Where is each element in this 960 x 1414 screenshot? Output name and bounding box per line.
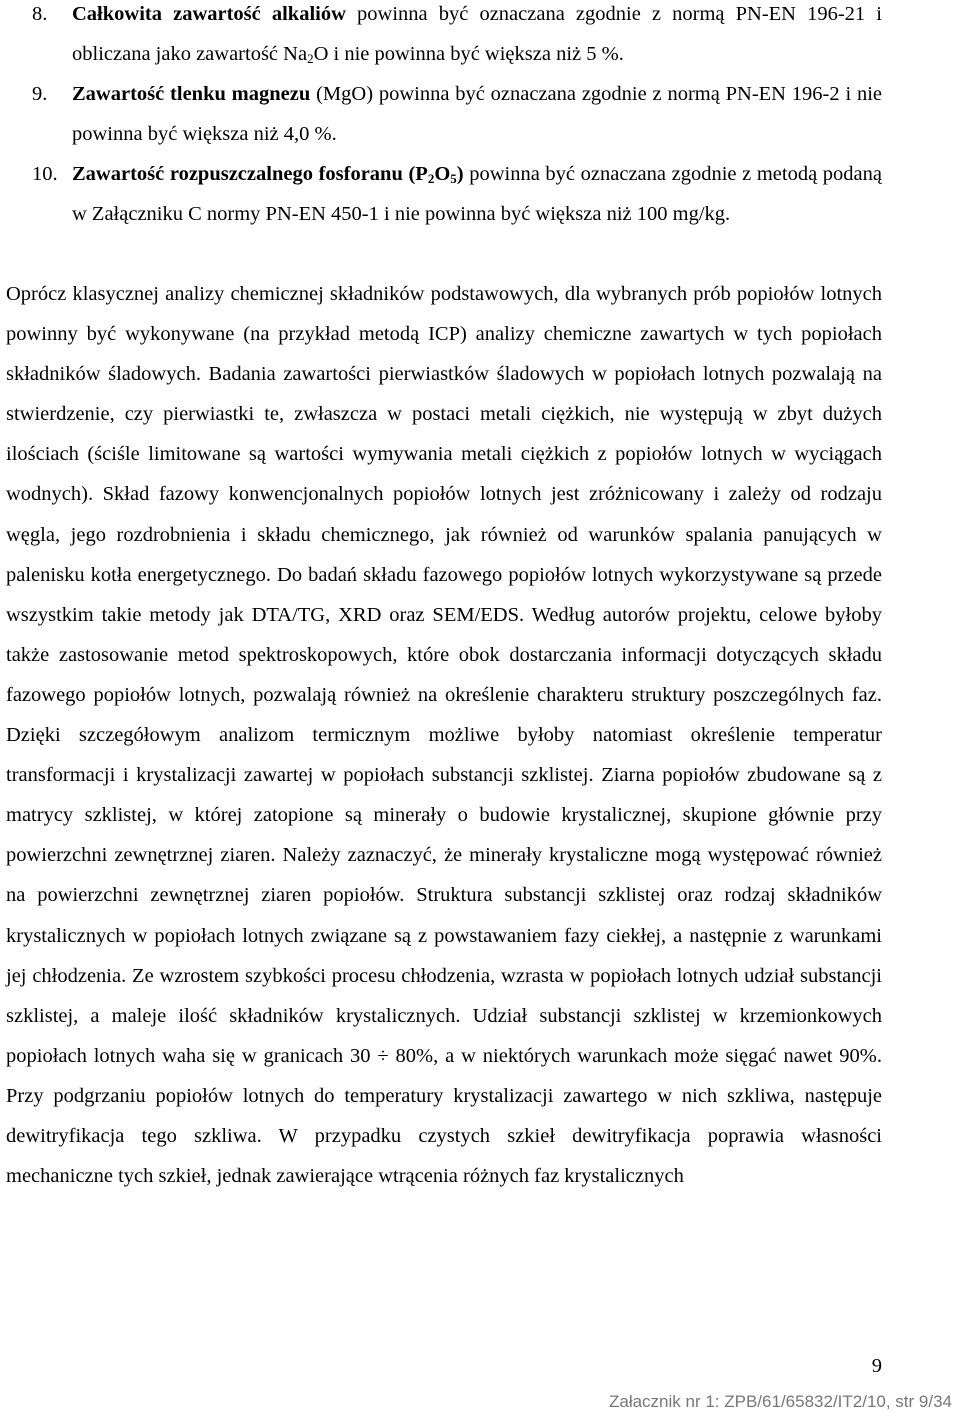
item-text: (MgO) powinna być oznaczana zgodnie z normą PN-EN 196-2 i nie powinna być większa niż 4,0 %. [72,83,882,145]
list-item-9 [0,74,960,154]
list-item-number: 9. [32,83,48,105]
item-heading: Zawartość rozpuszczalnego fosforanu $(P_2O_5)$ [72,163,464,186]
body-paragraph: Oprócz klasycznej analizy chemicznej składników podstawowych, dla wybranych prób popiołów lotnych powinny być wykonywane (na przykład metodą ICP) analizy chemiczne zawartych w tych popiołach składników śladowych. Badania zawartości pierwiastków śladowych w popiołach lotnych pozwalają na stwierdzenie, czy pierwiastki te, zwłaszcza w postaci metali ciężkich, nie występują w zbyt dużych ilościach (ściśle limitowane są wartości wymywania metali ciężkich z popiołów lotnych w wyciągach wodnych). Skład fazowy konwencjonalnych popiołów lotnych jest zróżnicowany i zależy od rodzaju węgla, jego rozdrobnienia i składu chemicznego, jak również od warunków spalania panujących w palenisku kotła energetycznego. Do badań składu fazowego popiołów lotnych wykorzystywane są przede wszystkim takie metody jak DTA/TG, XRD oraz SEM/EDS. Według autorów projektu, celowe byłoby także zastosowanie metod spektroskopowych, które obok dostarczania informacji dotyczących składu fazowego popiołów lotnych, pozwalają również na określenie charakteru struktury poszczególnych faz. Dzięki szczegółowym analizom termicznym możliwe byłoby natomiast określenie temperatur transformacji i krystalizacji zawartej w popiołach substancji szklistej. Ziarna popiołów zbudowane są z matrycy szklistej, w której zatopione są minerały o budowie krystalicznej, skupione głównie przy powierzchni zewnętrznej ziaren. Należy zaznaczyć, że minerały krystaliczne mogą występować również na powierzchni zewnętrznej ziaren popiołów. Struktura substancji szklistej oraz rodzaj składników krystalicznych w popiołach lotnych związane są z powstawaniem fazy ciekłej, a następnie z warunkami jej chłodzenia. Ze wzrostem szybkości procesu chłodzenia, wzrasta w popiołach lotnych udział substancji szklistej, a maleje ilość składników krystalicznych. Udział substancji szklistej w krzemionkowych popiołach lotnych waha się w granicach 30 ÷ 80%, a w niektórych warunkach może sięgać nawet 90%. Przy podgrzaniu popiołów lotnych do temperatury krystalizacji zawartego w nich szkliwa, następuje dewitryfikacja tego szkliwa. W przypadku czystych szkieł dewitryfikacja poprawia własności mechaniczne tych szkieł, jednak zawierające wtrącenia różnych faz krystalicznych [6,283,882,1188]
subscript: 2 [307,51,314,66]
item-text: powinna być oznaczana zgodnie z metodą podaną w Załączniku C normy PN-EN 450-1 i nie powinna być większa niż 100 mg/kg. [72,163,882,225]
subscript: 5 [450,171,457,186]
list-item-8 [0,0,960,74]
requirements-list [0,0,960,234]
page-footer: Załacznik nr 1: ZPB/61/65832/IT2/10, str 9/34 [608,1392,952,1411]
list-item-number: 8. [32,3,48,25]
item-heading: Zawartość tlenku magnezu [72,83,311,105]
list-item-10 [0,154,960,234]
list-item-number: 10. [32,163,58,185]
item-text: O i nie powinna być większa niż 5 %. [313,43,624,65]
item-text: powinna być oznaczana zgodnie z normą PN-EN 196-21 i obliczana jako zawartość Na [72,3,882,65]
page-number: 9 [871,1355,882,1377]
item-heading: Całkowita zawartość alkaliów [72,3,346,25]
subscript: 2 [427,171,435,186]
